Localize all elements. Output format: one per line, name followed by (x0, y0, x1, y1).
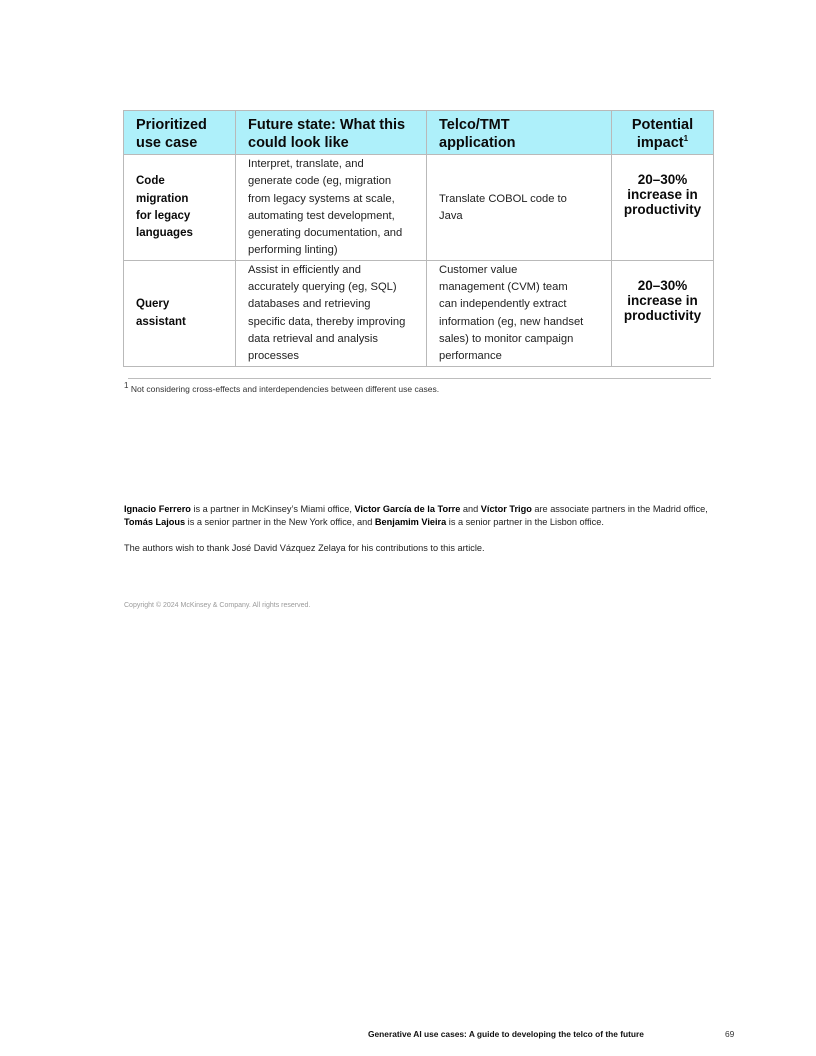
cell-line: Assist in efficiently and (248, 263, 361, 276)
header-potential-impact (612, 111, 714, 155)
cell-line: processes (248, 350, 299, 363)
footnote-text: Not considering cross-effects and interdependencies between different use cases. (130, 384, 440, 394)
cell-line: Code (136, 175, 165, 188)
header-line: could look like (248, 135, 349, 151)
cell-line: information (eg, new handset (439, 315, 584, 328)
cell-line: for legacy (136, 209, 191, 222)
footnote-marker: 1 (683, 134, 689, 144)
author-text: is a senior partner in the Lisbon office. (446, 516, 604, 527)
cell-line: specific data, thereby improving (248, 315, 406, 328)
cell-line: sales) to monitor campaign (439, 332, 574, 345)
cell-line: performing linting) (248, 244, 338, 257)
cell-line: languages (136, 227, 193, 240)
cell-line: Java (439, 209, 463, 222)
impact-line: productivity (623, 202, 702, 217)
application-cell (427, 260, 612, 366)
header-line: Telco/TMT (439, 117, 510, 133)
footnote-divider (128, 378, 711, 379)
impact-cell (612, 260, 714, 366)
table-row (124, 260, 714, 366)
header-future-state (236, 111, 427, 155)
cell-line: Translate COBOL code to (439, 192, 567, 205)
header-line: use case (136, 135, 198, 151)
impact-cell (612, 155, 714, 261)
impact-line: 20–30% (637, 277, 688, 293)
author-name: Ignacio Ferrero (124, 504, 191, 514)
use-case-name (124, 155, 236, 261)
header-line: impact (636, 135, 684, 151)
running-title: Generative AI use cases: A guide to developing the telco of the future (368, 1029, 644, 1039)
author-text: is a partner in McKinsey’s Miami office, (190, 504, 355, 514)
cell-line: Interpret, translate, and (248, 158, 364, 170)
header-prioritized-use-case (124, 111, 236, 155)
acknowledgements: The authors wish to thank José David Vázquez Zelaya for his contributions to this article. (124, 543, 485, 553)
application-cell (427, 155, 612, 261)
future-state-cell (236, 155, 427, 261)
header-application (427, 111, 612, 155)
impact-line: increase in (627, 187, 698, 202)
cell-line: management (CVM) team (439, 281, 568, 294)
future-state-cell (236, 260, 427, 366)
impact-line: 20–30% (637, 172, 688, 187)
cell-line: generate code (eg, migration (248, 175, 392, 188)
cell-line: performance (439, 350, 502, 363)
cell-line: Query (136, 298, 170, 311)
table-row (124, 155, 714, 261)
author-name: Victor García de la Torre (354, 504, 461, 514)
cell-line: from legacy systems at scale, (248, 192, 395, 205)
header-line: Potential (631, 117, 694, 133)
use-case-table (123, 110, 714, 367)
cell-line: assistant (136, 315, 186, 328)
cell-line: automating test development, (248, 209, 395, 222)
cell-line: data retrieval and analysis (248, 332, 378, 345)
cell-line: databases and retrieving (248, 298, 371, 311)
impact-line: productivity (623, 307, 702, 323)
author-text: and (460, 504, 481, 514)
cell-line: Customer value (439, 263, 518, 276)
author-text: is a senior partner in the New York office, and (185, 516, 375, 527)
copyright-notice: Copyright © 2024 McKinsey & Company. All rights reserved. (124, 602, 311, 609)
author-name: Víctor Trigo (480, 504, 532, 514)
header-line: application (439, 135, 516, 151)
header-line: Prioritized (136, 117, 207, 133)
header-line: Future state: What this (248, 117, 406, 133)
cell-line: generating documentation, and (248, 227, 403, 240)
author-name: Benjamim Vieira (374, 516, 447, 527)
use-case-name (124, 260, 236, 366)
table-header-row (124, 111, 714, 155)
footnote-marker: 1 (124, 381, 129, 391)
cell-line: can independently extract (439, 298, 567, 311)
cell-line: accurately querying (eg, SQL) (248, 281, 397, 294)
author-text: are associate partners in the Madrid office, (531, 504, 708, 514)
footnote (124, 381, 440, 394)
page-number: 69 (725, 1029, 735, 1039)
cell-line: migration (136, 192, 189, 205)
impact-line: increase in (627, 292, 698, 308)
author-name: Tomás Lajous (124, 516, 186, 527)
author-bios (124, 503, 724, 528)
